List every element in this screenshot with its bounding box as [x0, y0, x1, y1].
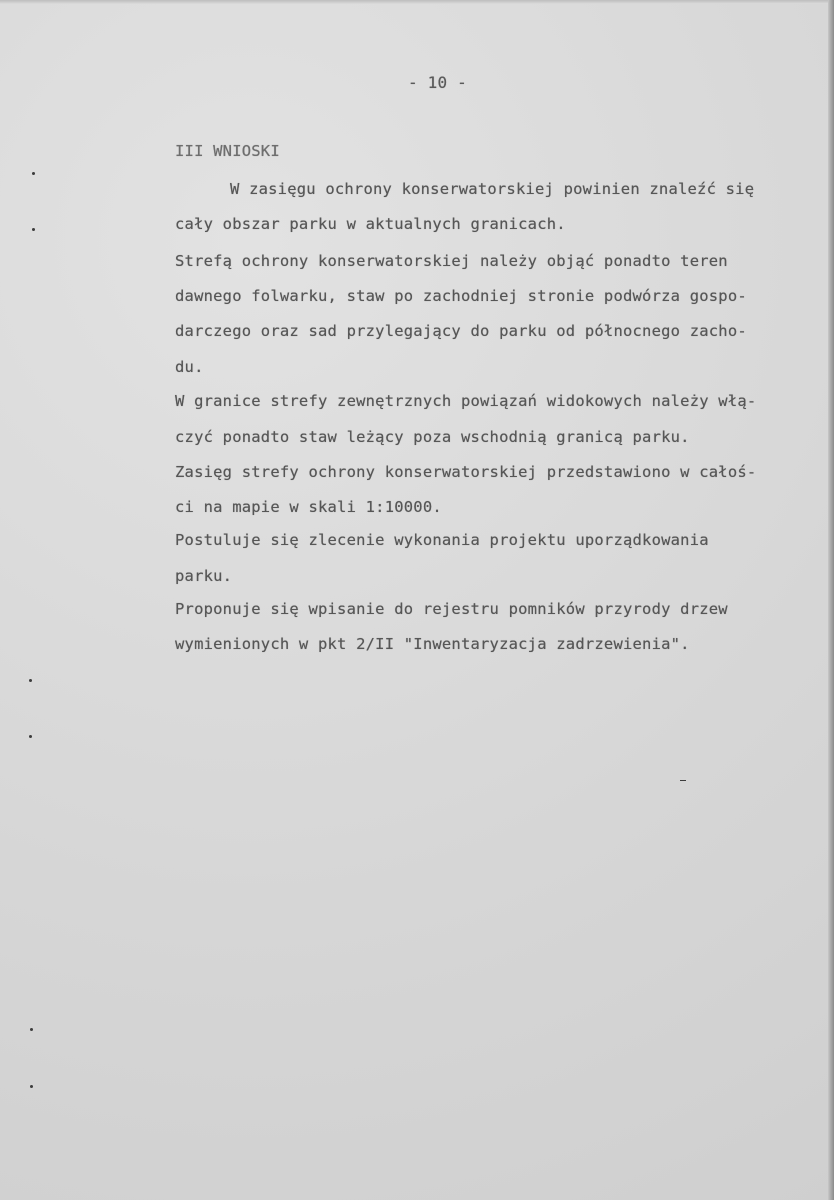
speck-mark	[29, 679, 32, 682]
paragraph-line: Postuluje się zlecenie wykonania projektu uporządkowania	[175, 531, 709, 549]
speck-mark	[29, 735, 32, 738]
paragraph-line: dawnego folwarku, staw po zachodniej stronie podwórza gospo-	[175, 287, 747, 305]
paragraph-line: W granice strefy zewnętrznych powiązań widokowych należy włą-	[175, 392, 757, 410]
paragraph-line: W zasięgu ochrony konserwatorskiej powinien znaleźć się	[230, 180, 755, 198]
paragraph-line: parku.	[175, 567, 233, 585]
paragraph-line: czyć ponadto staw leżący poza wschodnią granicą parku.	[175, 428, 690, 446]
speck-mark	[680, 780, 686, 781]
page-right-edge	[828, 0, 834, 1200]
paragraph-line: Strefą ochrony konserwatorskiej należy objąć ponadto teren	[175, 252, 728, 270]
paragraph-line: darczego oraz sad przylegający do parku od północnego zacho-	[175, 322, 747, 340]
speck-mark	[30, 1085, 33, 1088]
speck-mark	[30, 1028, 33, 1031]
paragraph-line: Zasięg strefy ochrony konserwatorskiej przedstawiono w całoś-	[175, 463, 757, 481]
page-number: - 10 -	[408, 73, 467, 92]
paragraph-line: ci na mapie w skali 1:10000.	[175, 498, 442, 516]
paragraph-line: Proponuje się wpisanie do rejestru pomników przyrody drzew	[175, 600, 728, 618]
paragraph-line: wymienionych w pkt 2/II "Inwentaryzacja zadrzewienia".	[175, 635, 690, 653]
speck-mark	[32, 172, 35, 175]
paragraph-line: du.	[175, 358, 204, 376]
paragraph-line: cały obszar parku w aktualnych granicach.	[175, 215, 566, 233]
section-heading: III WNIOSKI	[175, 142, 280, 160]
page-top-edge	[0, 0, 834, 4]
speck-mark	[32, 228, 35, 231]
